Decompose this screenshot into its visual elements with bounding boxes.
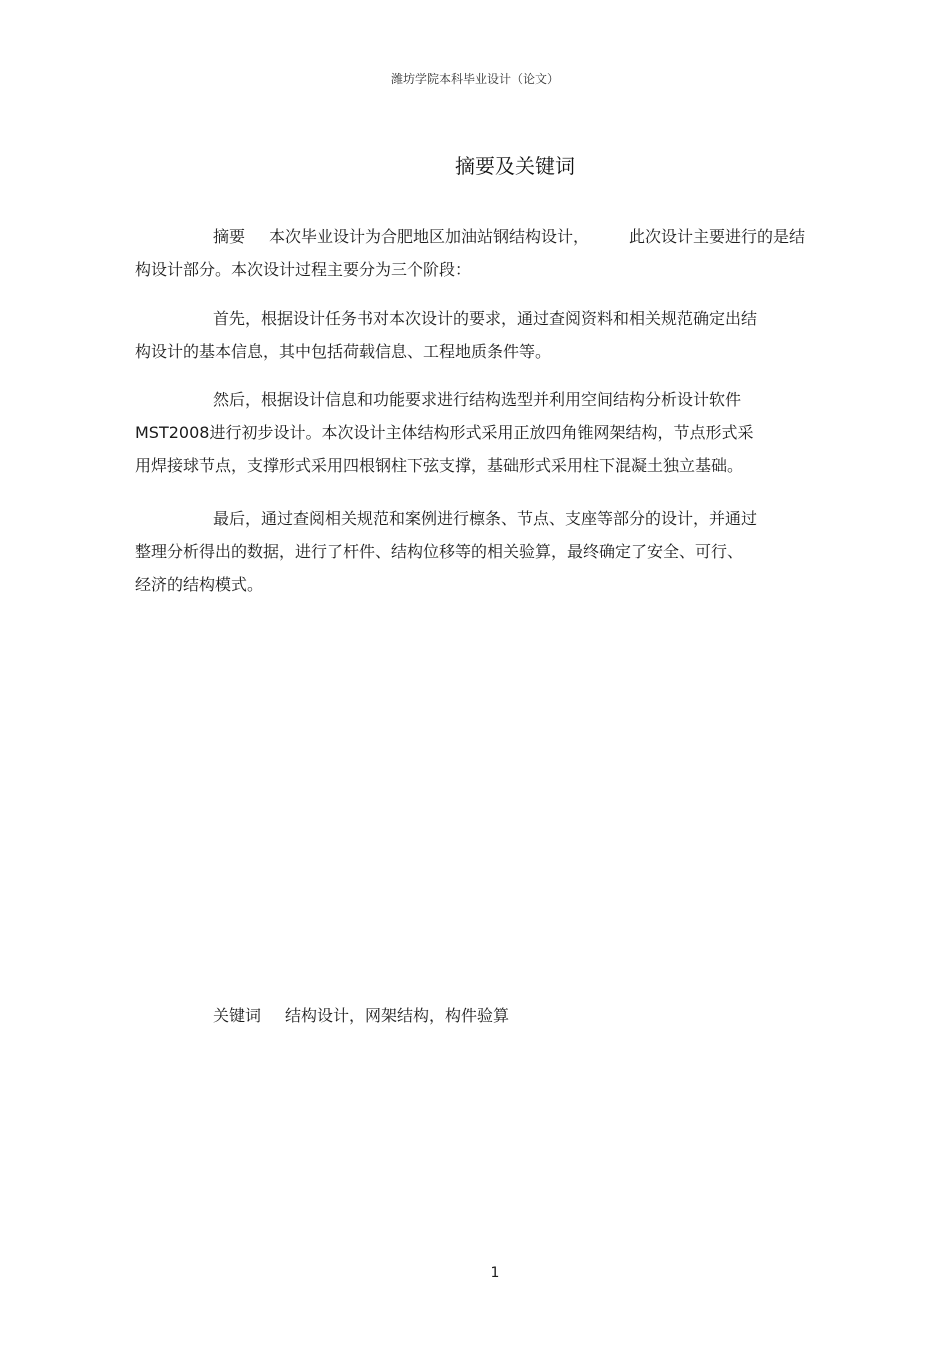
keywords-label: 关键词: [213, 1006, 262, 1025]
keywords-value: 结构设计，网架结构，构件验算: [285, 1006, 510, 1025]
abstract-paragraph-2-line-1: 首先，根据设计任务书对本次设计的要求，通过查阅资料和相关规范确定出结: [213, 309, 758, 328]
abstract-label: 摘要: [213, 227, 246, 246]
abstract-paragraph-3-line-3: 用焊接球节点，支撑形式采用四根钢柱下弦支撑，基础形式采用柱下混凝土独立基础。: [135, 456, 744, 475]
abstract-p1-line1-a: 本次毕业设计为合肥地区加油站钢结构设计，: [269, 227, 590, 246]
page-title: 摘要及关键词: [455, 154, 575, 178]
abstract-paragraph-4-line-3: 经济的结构模式。: [135, 575, 264, 594]
abstract-paragraph-4-line-1: 最后，通过查阅相关规范和案例进行檩条、节点、支座等部分的设计，并通过: [213, 509, 758, 528]
abstract-paragraph-4-line-2: 整理分析得出的数据，进行了杆件、结构位移等的相关验算，最终确定了安全、可行、: [135, 542, 744, 561]
abstract-paragraph-2-line-2: 构设计的基本信息，其中包括荷载信息、工程地质条件等。: [135, 342, 552, 361]
abstract-paragraph-3-line-1: 然后，根据设计信息和功能要求进行结构选型并利用空间结构分析设计软件: [213, 390, 742, 409]
abstract-paragraph-1-line-1: [213, 220, 805, 253]
abstract-paragraph-1-line-2: 构设计部分。本次设计过程主要分为三个阶段：: [135, 260, 472, 279]
page-header: 潍坊学院本科毕业设计（论文）: [390, 72, 559, 86]
page-number: 1: [490, 1265, 500, 1281]
keywords-line: [213, 1003, 509, 1026]
abstract-paragraph-3-line-2: MST2008进行初步设计。本次设计主体结构形式采用正放四角锥网架结构，节点形式采: [135, 423, 754, 442]
abstract-p1-line1-b: 此次设计主要进行的是结: [629, 227, 806, 246]
